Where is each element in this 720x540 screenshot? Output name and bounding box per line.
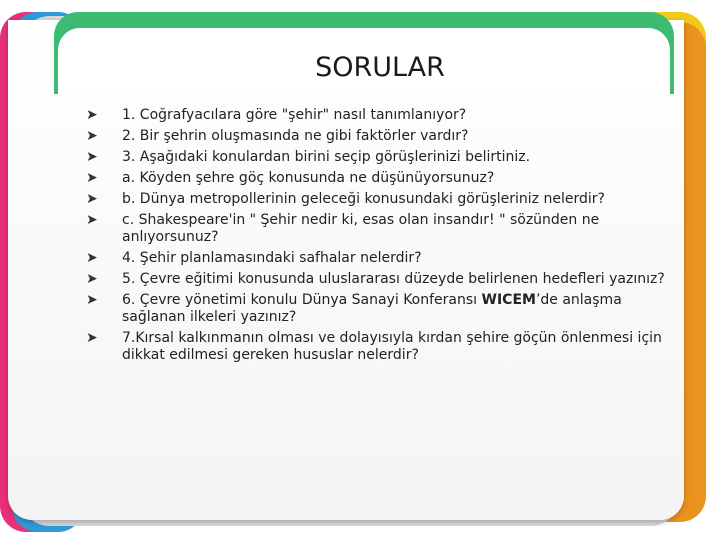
arrow-right-icon: ➤: [86, 149, 98, 165]
question-list: [86, 107, 666, 368]
arrow-right-icon: ➤: [86, 191, 98, 207]
list-item: ➤ b. Dünya metropollerinin geleceği konusundaki görüşleriniz nelerdir?: [86, 191, 605, 207]
list-item: ➤ 6. Çevre yönetimi konulu Dünya Sanayi Konferansı WICEM’de anlaşma sağlanan ilkeleri yazınız?: [86, 292, 622, 325]
arrow-right-icon: ➤: [86, 170, 98, 186]
list-item: ➤ 7.Kırsal kalkınmanın olması ve dolayısıyla kırdan şehire göçün önlenmesi için dikkat edilmesi gereken hususlar nelerdir?: [86, 330, 662, 363]
arrow-right-icon: ➤: [86, 330, 98, 346]
list-item: ➤ 3. Aşağıdaki konulardan birini seçip görüşlerinizi belirtiniz.: [86, 149, 531, 165]
arrow-right-icon: ➤: [86, 292, 98, 308]
wicem-bold: WICEM: [481, 292, 536, 308]
list-item: ➤ a. Köyden şehre göç konusunda ne düşünüyorsunuz?: [86, 170, 495, 186]
list-item: ➤ 2. Bir şehrin oluşmasında ne gibi faktörler vardır?: [86, 128, 469, 144]
slide-title: SORULAR: [315, 52, 445, 83]
arrow-right-icon: ➤: [86, 250, 98, 266]
arrow-right-icon: ➤: [86, 212, 98, 228]
list-item: ➤ 1. Coğrafyacılara göre "şehir" nasıl tanımlanıyor?: [86, 107, 467, 123]
list-item: ➤ 5. Çevre eğitimi konusunda uluslararası düzeyde belirlenen hedefleri yazınız?: [86, 271, 665, 287]
arrow-right-icon: ➤: [86, 107, 98, 123]
list-item: ➤ 4. Şehir planlamasındaki safhalar nelerdir?: [86, 250, 422, 266]
arrow-right-icon: ➤: [86, 128, 98, 144]
arrow-right-icon: ➤: [86, 271, 98, 287]
list-item: ➤ c. Shakespeare'in " Şehir nedir ki, esas olan insandır! " sözünden ne anlıyorsunuz?: [86, 212, 600, 245]
